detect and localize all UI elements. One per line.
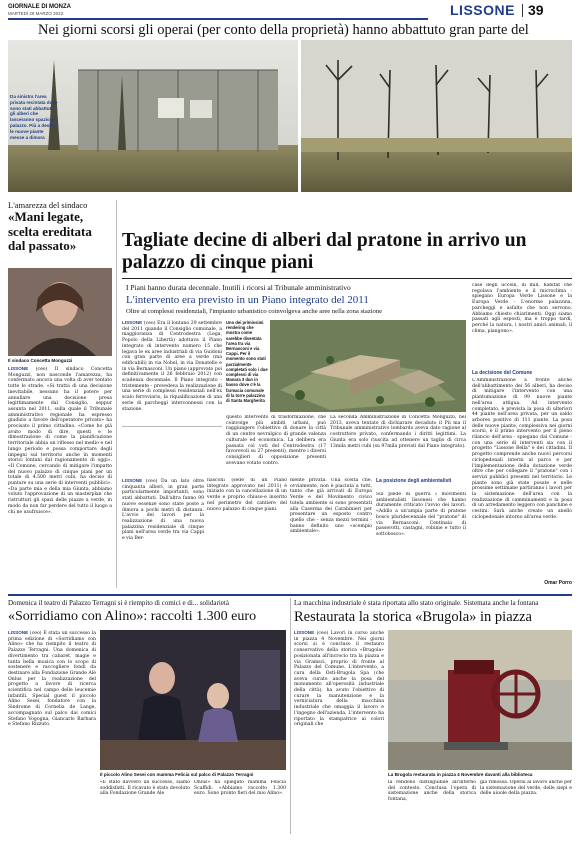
sidebar-article-body xyxy=(8,366,112,586)
sidebar-divider xyxy=(116,200,117,588)
right-bottom-col-1 xyxy=(294,630,384,830)
main-col1-divider xyxy=(122,426,222,427)
stage-photo-caption: Il piccolo Alino Sesei con mamma Felicia sul palco di Palazzo Terragni xyxy=(100,772,254,777)
right-col-bottom: L'Amministrazione a fronte anche dell'abbattimento dei 56 alberi, ha deciso di mitigare l'intervento con una piantumazione di 99 nuove piante nell'area attigua. Ad intervento completato, è prevista la posa di ulteriori 44 piante nell'area privata, per un saldo arboreo positivo di 111 piante. La posa delle nuove piante, complessiva nei giorni scorsi, è il primo intervento per il pieno rilancio dell'area - spiegano dal Comune - con una serie di interventi sia con il progetto "Lissone Bella" e dei cittadini. Il progetto comprende anche nuovi percorsi ciclopedonali interni al parco e per l'implementazione della dotazione verde oltre che per collegare il "pratone" con i servizi pubblici presenti nel territorio. Le piante sono già state posate e nelle prossime settimane partiranno i lavori per la sistemazione dell'area con la realizzazione di camminamenti e la posa di un arredamento leggero con panchine e cestini. Sarà anche creato un anello ciclopedonale intorno all'area verde. xyxy=(472,378,572,520)
sidebar-ref: (ceo) xyxy=(35,367,48,372)
second-col-4: Sul piede di guerra i movimenti ambientalisti lissonesi che hanno duramente criticato l'avvio dei lavori. «Addio a un'ampia parte di pratone bosco pluridecennale del "pratone" di via Bernasconi. Centinaia di passerotti, castagni, robinie e tutto il sottobosco». xyxy=(376,492,466,537)
left-bottom-col-3: Onlus» ha spiegato mamma Felicia Scaffidi. «Abbiamo raccolto 1.300 euro. Sono pronto fieri del mio Alino». xyxy=(194,780,286,797)
left-bottom-col-2: «È stato davvero un successo, siamo soddisfatti. Il ricavato è stato devoluto alla Fondazione Grande Ale xyxy=(100,780,190,797)
right-bottom-col-2: la rendono distinguibile all'interno del contesto. Conclusa l'opera di sistemazione anche della storica fontana, xyxy=(388,780,476,803)
brugola-photo-caption: La Brugola restaurata in piazza 4 Novembre davanti alla biblioteca xyxy=(388,772,533,777)
left-bottom-headline: «Sorridiamo con Alino»: raccolti 1.300 euro xyxy=(8,609,257,624)
section-name: LISSONE xyxy=(450,2,515,18)
right-bottom-col1-text: Lavori in corso anche in piazza 4 Novembre. Nei giorni scorsi si è concluso il restauro conservativo della storica «Brugola» posizionata all'incrocio tra la piazza e via Gramsci, proprio di fronte al Palazzo del Comune. L'intervento, a cura della Osti-Brugola Spa (che aveva curato anche la posa del monumento all'operosità industriale della città), ha avuto l'obiettivo di curare la manutenzione e la verniciatura della macchina industriale che omaggia il lavoro e l'ingegno dell'azienda. L'intervento ha riportato la stampatrice ai colori originali che xyxy=(294,631,384,728)
sidebar-body: Il sindaco Concetta Monguzzi, non nasconde l'amarezza, ha confermato ancora una volta di aver tentato tutte le strade. «Si tratta di una decisione inevitabile, nessuno ha il potere per annullare una decisione presa legittimamente dal Consiglio, seppur assunta nel 2011, sulla quale il Tribunale amministrativo regionale ha espresso giudizio a favore dell'operatore privato» ha precisato il primo cittadino. «Come ho già avuto modo di dire, questi e le dimostrazione di come la pianificazione territoriale abbia un riflesso nel medio e nel lungo periodo e possa comportare degli impegni sul territorio anche in momenti storici lontani dal ragionamento di oggi». «Il Comune, cercando di mitigare l'impatto del nuovo palazzo di cinque piani per un totale di 4.500 metri cubi, ha deciso di puntare su una serie di interventi pubblici». «Da parte mia e della mia Giunta, abbiamo voluto l'approvazione di un masterplan che ristrutturi gli spazi delle piazze a verde, in modo da non far perdere del tutto il luogo a chi ne usufruisce». xyxy=(8,367,112,515)
main-col-3: La seconda Amministrazione di Concetta Monguzzi, nel 2013, aveva tentato di dichiarare decaduto il Pii ma il Tribunale amministrativo lombardo aveva dato ragione al costruttore privato, confermando i diritti legittimi. La Giunta era solo riuscita ad ottenere un taglio di circa 13mila metri cubi (su 97mila previsti dal Piano integrato). xyxy=(330,415,466,449)
second-col-1 xyxy=(122,478,204,588)
top-photo-caption: Da sinistra l'area privata recintata dove sono stati abbattuti gli alberi che lasceranno spazio al palazzo. Più a destra le nuove piante messe a dimora xyxy=(10,94,58,140)
byline: Omar Porro xyxy=(544,580,572,586)
main-ref: (ceo) xyxy=(143,321,156,326)
right-bottom-kicker: La macchina industriale è stata riportata allo stato originale. Sistemata anche la fontana xyxy=(294,599,539,607)
bottom-section-rule xyxy=(8,594,572,596)
issue-date: MARTEDÌ 29 MARZO 2022 xyxy=(8,11,64,16)
sidebar-title: «Mani legate, scelta ereditata dal passato» xyxy=(8,209,92,253)
subhead-decisione: La decisione del Comune xyxy=(472,370,533,376)
right-bottom-col-3: già rimossa. Operai al lavoro anche per la sistemazione del verde, delle siepi e delle aiuole della piazza. xyxy=(480,780,572,797)
construction-site-photo xyxy=(8,40,572,192)
render-caption: Uno dei primissimi rendering che mostra come sarebbe diventata l'area tra via Bernasconi e via Cappi. Per il momento sono stati parzialmente completati solo i due complessi di via Manara 3 dun in basso dove c'è la farmacia comunale di la torre palazzina di Santa Margherita xyxy=(226,320,268,404)
right-bottom-ref: (ceo) xyxy=(316,631,329,636)
second-ref: (ceo) xyxy=(145,479,158,484)
brugola-photo xyxy=(388,630,572,770)
mayor-photo-caption: Il sindaco Concetta Monguzzi xyxy=(8,358,73,363)
left-bottom-col-1 xyxy=(8,630,96,830)
main-col-2: questo intervento di trasformazione, che coinvolge più ambiti urbani, può raggiungere l'obiettivo di donare la città di un centro nevralgico di grande valenza culturale ed economica. La delibera era passata col voti del Centrodestra (17 favorevoli su 27 presenti), mentre i diversi consiglieri di opposizione presenti avevano votato contro. xyxy=(226,415,326,466)
bottom-vertical-divider xyxy=(290,598,291,834)
top-photo-strip xyxy=(8,40,572,192)
sidebar-kicker: L'amarezza del sindaco xyxy=(8,200,88,210)
masthead-rule xyxy=(8,18,428,20)
left-bottom-col1-text: È stata un successo la prima edizione di «Sorridiamo con Alino» che ha riempito il teatro di Palazzo Terragni. Una domenica di divertimento tra cabaret, magie e tanta bella musica con lo scopo di sostenere e raccogliere fondi da destinare alla Fondazione Grande Alè Onlus per la realizzazione del progetto a favore di ricerca scientifica nel campo delle leucemie infantili. Special guest il piccolo Alino Sesei, fondatore con la Sindrome di Cornelia de Lange, accompagnato sul palco dai comici Stefano Vogogna, Giancarlo Barbara e Stefano Rizzuto. xyxy=(8,631,96,728)
second-col-2: nasconi (sede di un Piano integrato approvato nel 2011) è iniziato con la cancellazione di un verde e proprio chiuso-e inserito nel perimetro del cantiere del nuovo palazzo di cinque piani. xyxy=(207,478,287,512)
main-col1-text: Era il lontano 29 settembre del 2011 quando il Consiglio comunale, a maggioranza di Centrodestra (Lega, Popolo della Libertà) adottava il Piano integrato di intervento numero 15 che legava le ex aree industriali di via Guidoni con gran parte di aree a verde (ma edificabili) in via Nobel, in via Donatello e in via Bernasconi. Un piano (approvato poi definitivamente il 26 febbraio 2012) con scadenza decennale. Il Piano integrato - tristemente - prevedeva la realizzazione di una serie di complessi residenziali nell'ex scalo ferroviario, la riqualificazione di una serie di parcheggi interconnessi con la stazione. xyxy=(122,321,222,412)
right-col-top: case degli uccelli, di mili, habitat che regolava l'ambiente e il microclima - spiegano Europa Verde Lissone e la Europa Verde - L'enorme palazzina, parcheggi e asfalto che non servono. Abbiamo chiesto chiarimenti. Oggi siamo passati agli esposti, ma è troppo tardi, perché la natura, i nostri amici animali, il clima, piangono». xyxy=(472,283,572,334)
main-headline: Tagliate decine di alberi dal pratone in arrivo un palazzo di cinque piani xyxy=(122,230,527,273)
mayor-photo xyxy=(8,268,112,356)
sidebar-lead: LISSONE xyxy=(8,366,29,371)
right-bottom-headline: Restaurata la storica «Brugola» in piazza xyxy=(294,609,532,625)
page-number: 39 xyxy=(528,2,544,18)
subhead-ambientalisti: La posizione degli ambientalisti xyxy=(376,478,452,484)
right-bottom-lead: LISSONE xyxy=(294,630,315,635)
left-bottom-ref: (ceo) xyxy=(29,631,42,636)
second-col1-text: Da un lato oltre cinquanta alberi, in gran parte particolarmente importanti, sono stati abbattuti. Dall'altra fanno 99 nuove essenze sono state poste a dimora a pochi metri di distanza. L'avvio dei lavori per la realizzazione di una nuova palazzina residenziale di cinque piani nell'area verde tra via Cappi e via Ber- xyxy=(122,479,204,542)
top-headline: Nei giorni scorsi gli operai (per conto della proprietà) hanno abbattuto gran parte del xyxy=(38,22,529,38)
main-lead: LISSONE xyxy=(122,320,143,325)
stage-photo xyxy=(100,630,286,770)
newspaper-name: GIORNALE DI MONZA xyxy=(8,4,71,10)
masthead-separator xyxy=(522,4,523,17)
project-rendering xyxy=(270,320,466,412)
main-kicker: I Piani hanno durata decennale. Inutili i ricorsi al Tribunale amministrativo xyxy=(126,283,351,292)
main-col-1 xyxy=(122,320,222,424)
main-subhead: L'intervento era previsto in un Piano integrato del 2011 xyxy=(126,294,369,306)
left-bottom-lead: LISSONE xyxy=(8,630,29,635)
left-bottom-kicker: Domenica il teatro di Palazzo Terragni si è riempito di comici e di... solidarietà xyxy=(8,599,229,607)
main-deck: Oltre ai complessi residenziali, l'impianto urbanistico coinvolgeva anche aree nella zona stazione xyxy=(126,308,383,315)
second-lead: LISSONE xyxy=(122,478,143,483)
second-col-3: mente privata. Una scelta che, ovviamente, non è piaciuta a tutti, tanto che già arrivati di Europa Verde e del Movimento civico tutela ambiente si sono presentati alla Caserma dei Carabinieri per presentare un esposto contro quello che - senza mezzi termini - hanno definito uno «scempio ambientale». xyxy=(290,478,372,535)
main-rule xyxy=(122,278,572,279)
